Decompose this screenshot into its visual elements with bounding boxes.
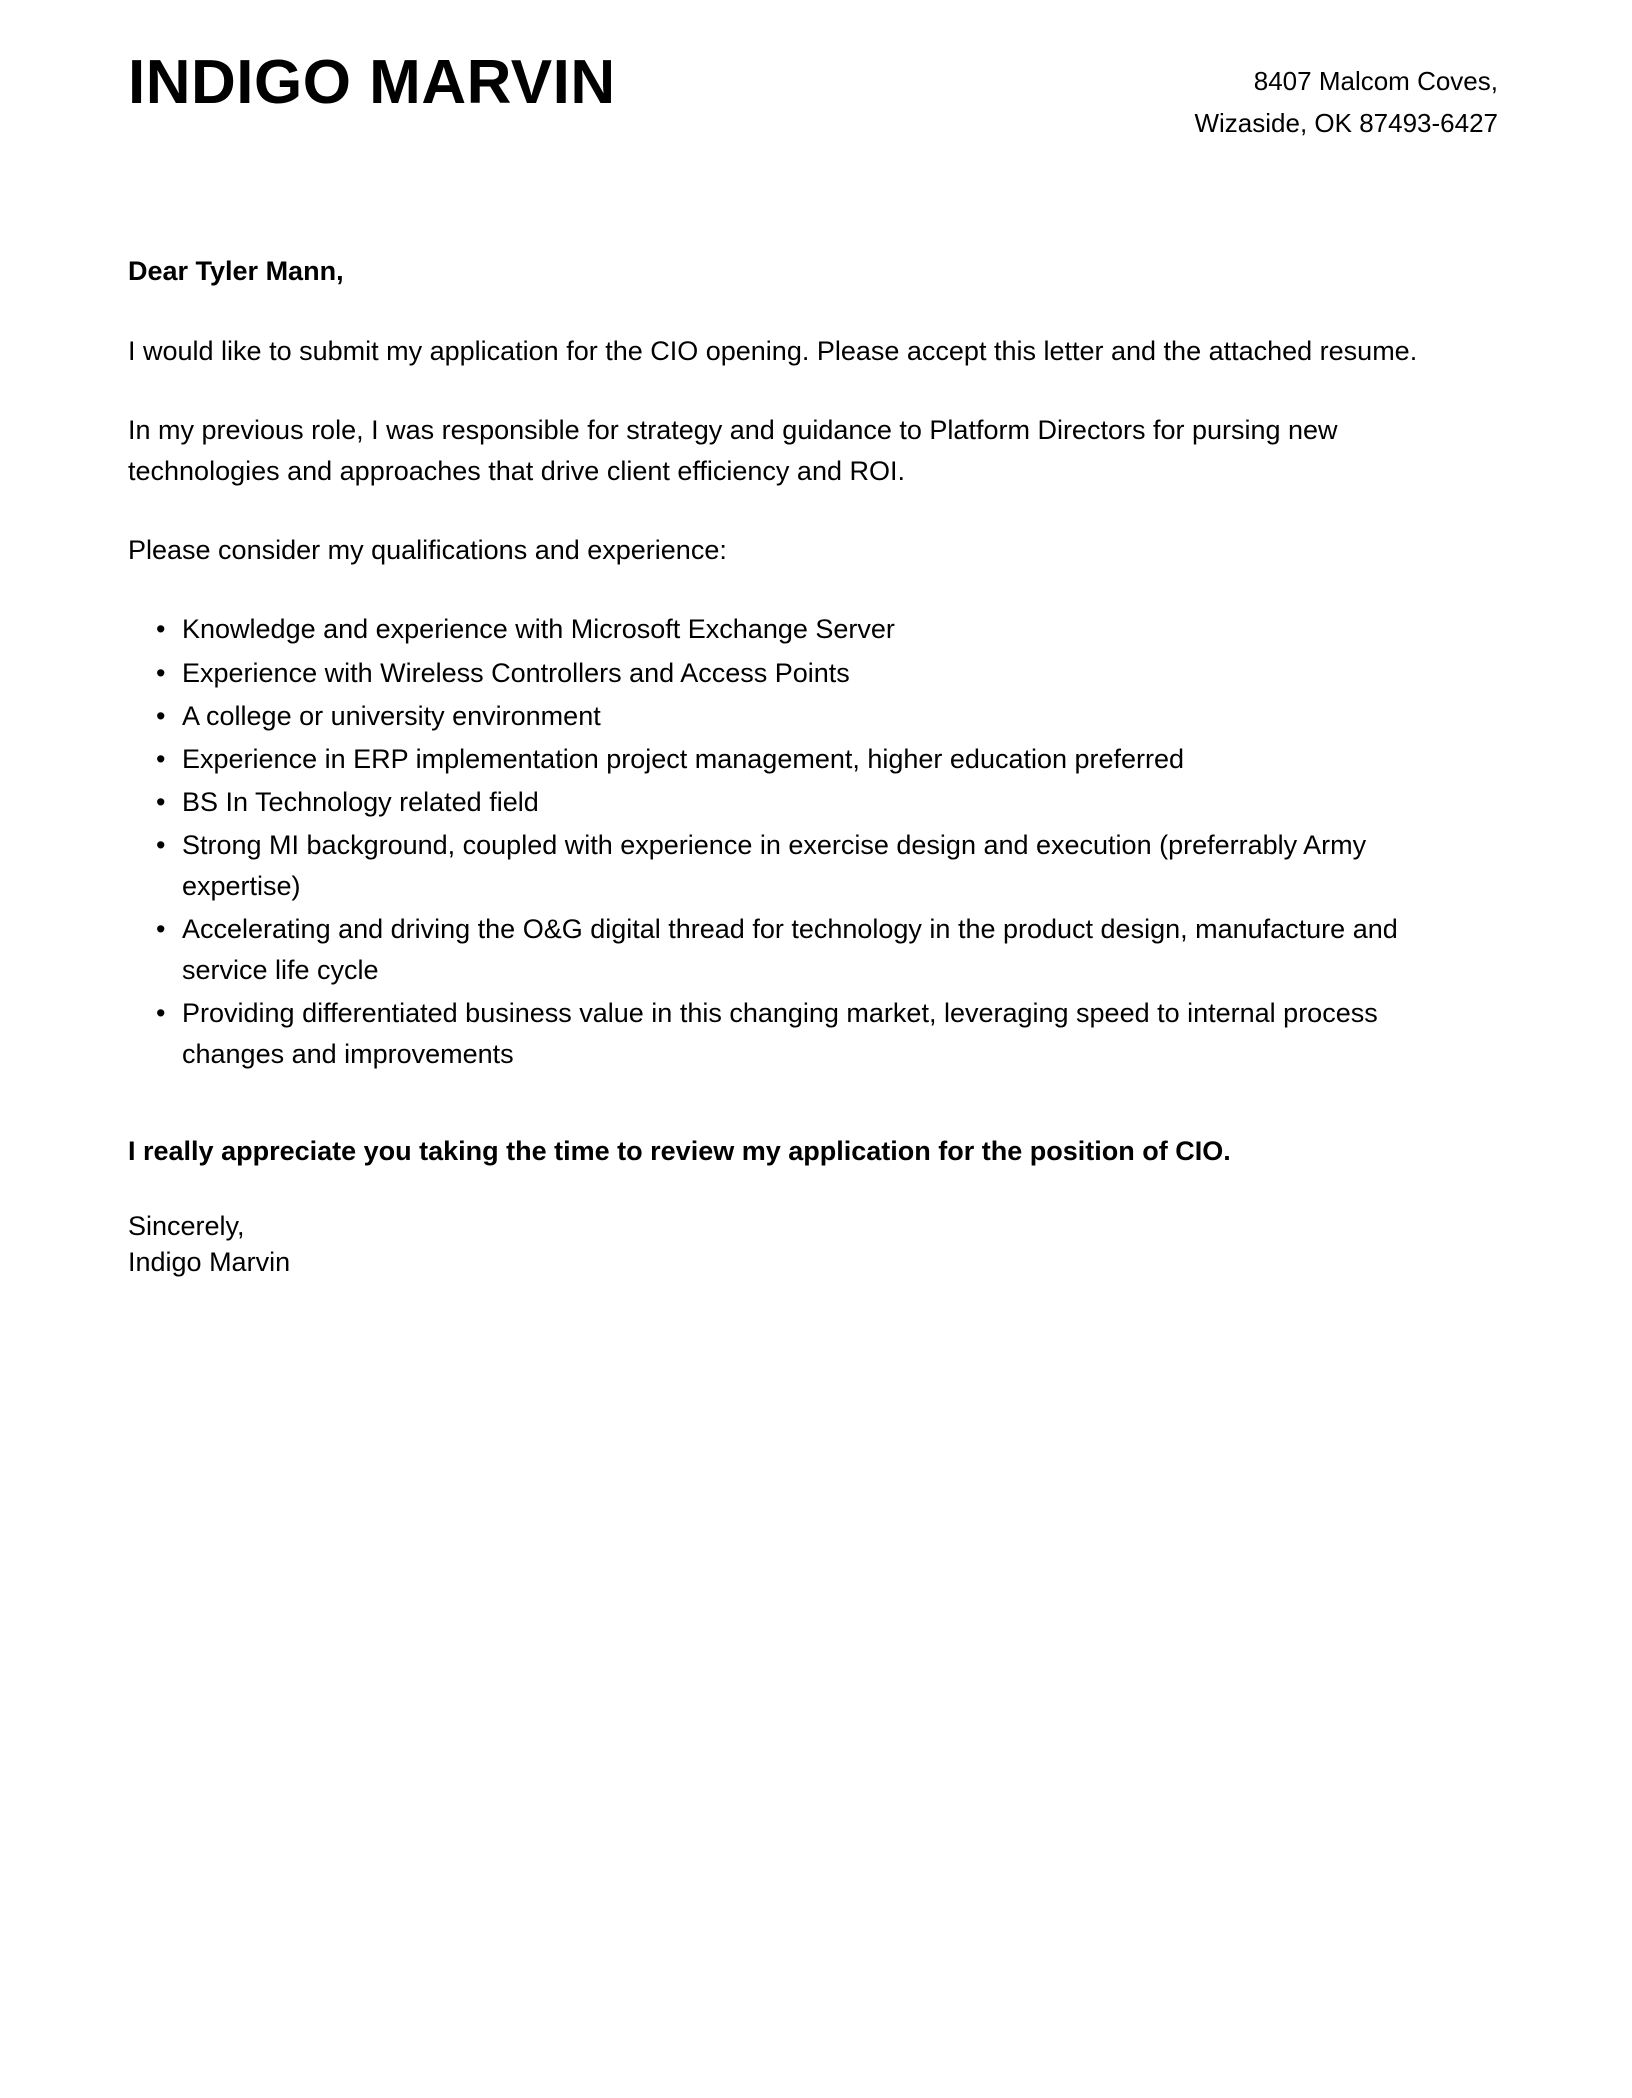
- list-item: [128, 993, 1476, 1075]
- sign-off: Sincerely,: [128, 1211, 245, 1242]
- list-item: [128, 696, 1476, 737]
- bullet-icon: •: [156, 743, 166, 774]
- list-item: [128, 739, 1476, 780]
- bullet-icon: •: [156, 913, 166, 944]
- bullet-icon: •: [156, 657, 166, 688]
- list-item-label: A college or university environment: [182, 700, 601, 731]
- body-paragraph-intro: I would like to submit my application for the CIO opening. Please accept this letter and the attached resume.: [128, 336, 1418, 367]
- applicant-name: INDIGO MARVIN: [128, 48, 616, 117]
- list-item-label: Experience in ERP implementation project management, higher education preferred: [182, 743, 1185, 774]
- closing-statement: I really appreciate you taking the time to review my application for the position of CIO.: [128, 1135, 1231, 1166]
- body-paragraph-qualifications-intro: Please consider my qualifications and experience:: [128, 535, 727, 566]
- bullet-icon: •: [156, 829, 166, 860]
- bullet-icon: •: [156, 997, 166, 1028]
- body-paragraph-experience: In my previous role, I was responsible for strategy and guidance to Platform Directors for pursing new technologies and approaches that drive client efficiency and ROI.: [128, 415, 1338, 487]
- list-item-label: Providing differentiated business value in this changing market, leveraging speed to internal process changes and improvements: [182, 997, 1378, 1069]
- list-item-label: Strong MI background, coupled with experience in exercise design and execution (preferrably Army expertise): [182, 829, 1367, 901]
- list-item: [128, 825, 1476, 907]
- bullet-icon: •: [156, 614, 166, 645]
- signature-name: Indigo Marvin: [128, 1246, 291, 1277]
- bullet-icon: •: [156, 700, 166, 731]
- address-line-street: 8407 Malcom Coves,: [1253, 66, 1498, 96]
- list-item-label: BS In Technology related field: [182, 786, 539, 817]
- salutation: Dear Tyler Mann,: [128, 256, 344, 287]
- list-item-label: Accelerating and driving the O&G digital thread for technology in the product design, manufacture and service life cycle: [182, 913, 1398, 985]
- letter-header: [128, 0, 1504, 144]
- list-item: [128, 909, 1476, 991]
- address-line-city-state-zip: Wizaside, OK 87493-6427: [1194, 108, 1498, 139]
- name-block: [128, 50, 616, 117]
- list-item: [128, 782, 1476, 823]
- address-block: [1194, 50, 1504, 144]
- list-item-label: Knowledge and experience with Microsoft Exchange Server: [182, 614, 895, 645]
- letter-body: [128, 252, 1476, 1280]
- bullet-icon: •: [156, 786, 166, 817]
- list-item: [128, 653, 1476, 694]
- list-item-label: Experience with Wireless Controllers and Access Points: [182, 657, 850, 688]
- qualifications-list: [128, 609, 1476, 1074]
- list-item: [128, 609, 1476, 650]
- signature-block: [128, 1209, 1476, 1280]
